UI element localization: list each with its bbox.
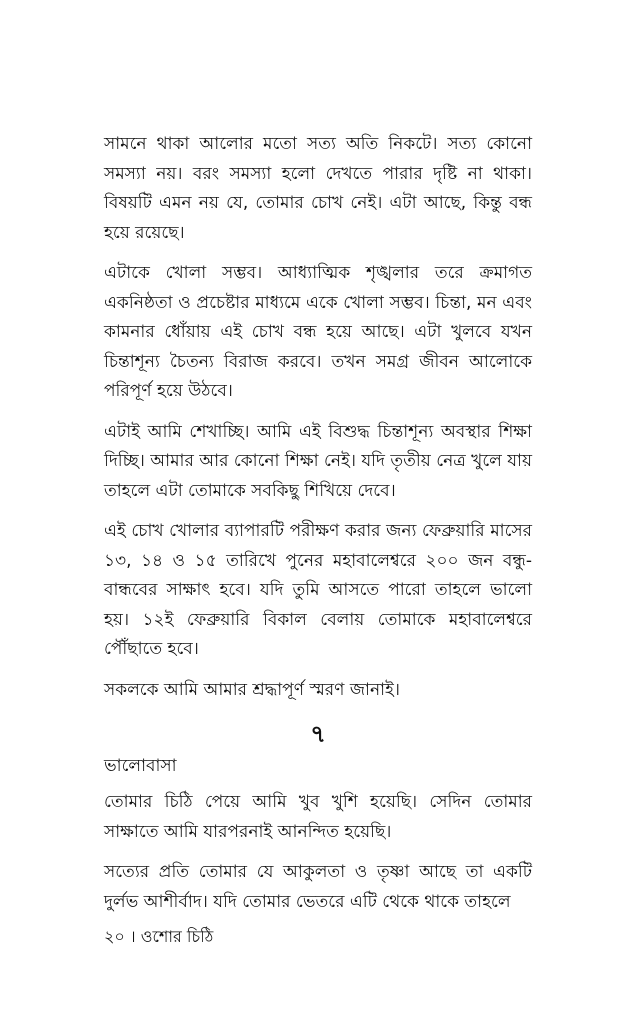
paragraph-truth-near: সামনে থাকা আলোর মতো সত্য অতি নিকটে। সত্য কোনো সমস্যা নয়। বরং সমস্যা হলো দেখতে পারার দৃষ্টি না থাকা। বিষয়টি এমন নয় যে, তোমার চোখ নেই। এটা আছে, কিন্তু বন্ধ হয়ে রয়েছে।	[104, 134, 532, 243]
paragraph-thirst-for-truth: সত্যের প্রতি তোমার যে আকুলতা ও তৃষ্ণা আছে তা একটি দুর্লভ আশীর্বাদ। যদি তোমার ভেতরে এটি থেকে থাকে তাহলে	[104, 862, 532, 912]
page-footer: ২০ । ওশোর চিঠি	[104, 927, 214, 946]
letter-body-top	[104, 130, 532, 716]
paragraph-regards: সকলকে আমি আমার শ্রদ্ধাপূর্ণ স্মরণ জানাই।	[104, 679, 400, 700]
salutation: ভালোবাসা	[104, 756, 177, 776]
paragraph-meeting-invite: এই চোখ খোলার ব্যাপারটি পরীক্ষণ করার জন্য ফেব্রুয়ারি মাসের ১৩, ১৪ ও ১৫ তারিখে পুনের মহাবালেশ্বরে ২০০ জন বন্ধু-বান্ধবের সাক্ষাৎ হবে। যদি তুমি আসতে পারো তাহলে ভালো হয়। ১২ই ফেব্রুয়ারি বিকাল বেলায় তোমাকে মহাবালেশ্বরে পৌঁছাতে হবে।	[104, 521, 532, 659]
paragraph-teaching: এটাই আমি শেখাচ্ছি। আমি এই বিশুদ্ধ চিন্তাশূন্য অবস্থার শিক্ষা দিচ্ছি। আমার আর কোনো শিক্ষা নেই। যদি তৃতীয় নেত্র খুলে যায় তাহলে এটা তোমাকে সবকিছু শিখিয়ে দেবে।	[104, 421, 532, 501]
paragraph-opening-eye: এটাকে খোলা সম্ভব। আধ্যাত্মিক শৃঙ্খলার তরে ক্রমাগত একনিষ্ঠতা ও প্রচেষ্টার মাধ্যমে একে খোলা সম্ভব। চিন্তা, মন এবং কামনার ধোঁয়ায় এই চোখ বন্ধ হয়ে আছে। এটা খুলবে যখন চিন্তাশূন্য চৈতন্য বিরাজ করবে। তখন সমগ্র জীবন আলোকে পরিপূর্ণ হয়ে উঠবে।	[104, 263, 532, 401]
letter-body-bottom	[104, 788, 532, 928]
paragraph-letter-received: তোমার চিঠি পেয়ে আমি খুব খুশি হয়েছি। সেদিন তোমার সাক্ষাতে আমি যারপরনাই আনন্দিত হয়েছি।	[104, 792, 532, 842]
chapter-number: ৭	[310, 720, 326, 748]
